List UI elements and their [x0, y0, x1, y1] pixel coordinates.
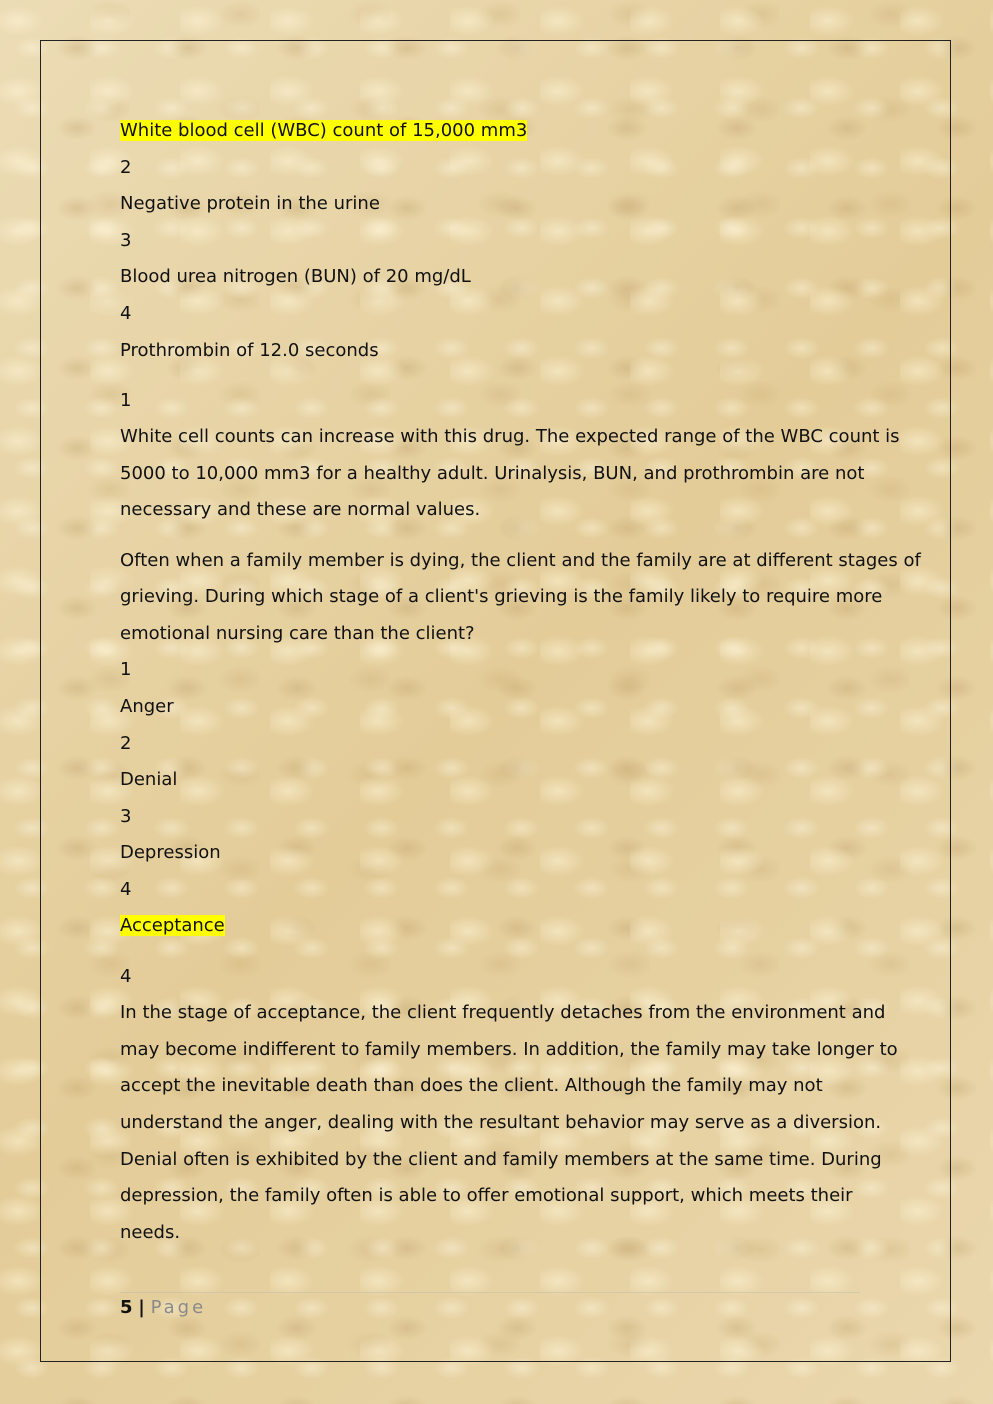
question-b-rationale [120, 995, 898, 1251]
rationale-line: In the stage of acceptance, the client frequently detaches from the environment and [120, 1002, 886, 1024]
question-b-option-2-number: 2 [120, 732, 132, 754]
question-stem-line: grieving. During which stage of a client's grieving is the family likely to require more [120, 586, 883, 608]
question-a-answer-number: 1 [120, 389, 132, 411]
question-b-stem [120, 543, 921, 653]
question-stem-line: emotional nursing care than the client? [120, 622, 475, 644]
question-b-option-1: Anger [120, 695, 174, 717]
question-stem-line: Often when a family member is dying, the client and the family are at different stages of [120, 549, 921, 571]
question-a-option-3-number: 3 [120, 229, 132, 251]
highlighted-answer: White blood cell (WBC) count of 15,000 mm3 [120, 120, 528, 141]
rationale-line: White cell counts can increase with this drug. The expected range of the WBC count is [120, 426, 900, 448]
question-b-option-3: Depression [120, 842, 221, 864]
question-b-option-4-number: 4 [120, 878, 132, 900]
question-b-option-4 [120, 908, 880, 945]
page-label: Page [150, 1297, 207, 1318]
question-a-option-4: Prothrombin of 12.0 seconds [120, 339, 379, 361]
rationale-line: necessary and these are normal values. [120, 499, 481, 521]
rationale-line: may become indifferent to family members. In addition, the family may take longer to [120, 1038, 898, 1060]
rationale-line: needs. [120, 1221, 181, 1243]
page-number: 5 [120, 1297, 133, 1318]
question-a-rationale [120, 419, 900, 529]
rationale-line: Denial often is exhibited by the client and family members at the same time. During [120, 1148, 882, 1170]
question-a-option-2: Negative protein in the urine [120, 193, 380, 215]
page-separator: | [138, 1297, 145, 1318]
question-b-option-2: Denial [120, 769, 178, 791]
question-a-option-1 [120, 113, 880, 150]
rationale-line: 5000 to 10,000 mm3 for a healthy adult. Urinalysis, BUN, and prothrombin are not [120, 462, 865, 484]
question-a-option-4-number: 4 [120, 302, 132, 324]
page-footer [120, 1292, 860, 1323]
question-b-answer-number: 4 [120, 965, 132, 987]
document-content [120, 113, 921, 1251]
question-b-option-3-number: 3 [120, 805, 132, 827]
question-a-option-2-number: 2 [120, 156, 132, 178]
rationale-line: understand the anger, dealing with the resultant behavior may serve as a diversion. [120, 1111, 882, 1133]
question-a-option-3: Blood urea nitrogen (BUN) of 20 mg/dL [120, 266, 471, 288]
rationale-line: depression, the family often is able to offer emotional support, which meets their [120, 1185, 853, 1207]
rationale-line: accept the inevitable death than does the client. Although the family may not [120, 1075, 823, 1097]
highlighted-answer: Acceptance [120, 915, 225, 937]
question-b-option-1-number: 1 [120, 659, 132, 681]
